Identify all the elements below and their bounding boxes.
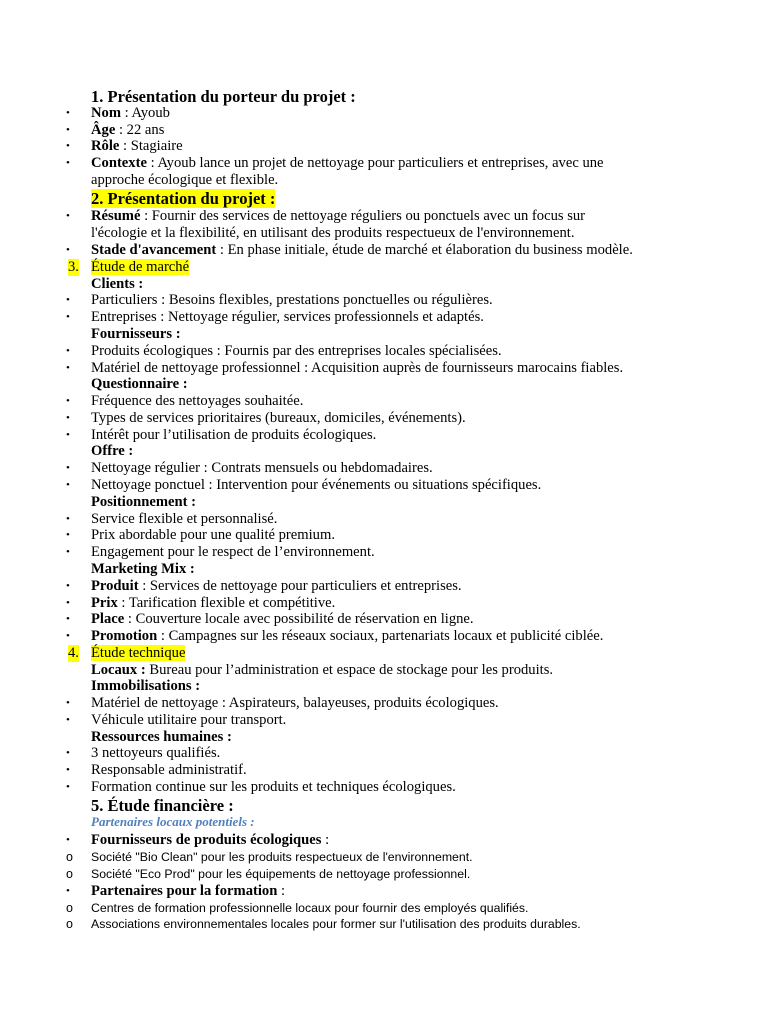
bullet-icon: • xyxy=(66,362,70,374)
list-item: Fréquence des nettoyages souhaitée. xyxy=(91,393,304,409)
section-1-heading: 1. Présentation du porteur du projet : xyxy=(91,87,356,106)
list-item: Promotion : Campagnes sur les réseaux sociaux, partenariats locaux et publicité ciblée. xyxy=(91,628,604,644)
bullet-icon: • xyxy=(66,747,70,759)
sub-bullet-icon: o xyxy=(66,850,73,864)
section-2-heading: 2. Présentation du projet : xyxy=(91,189,276,208)
list-item: Produits écologiques : Fournis par des entreprises locales spécialisées. xyxy=(91,343,502,359)
ressources-humaines-heading: Ressources humaines : xyxy=(91,729,232,745)
bullet-icon: • xyxy=(66,244,70,256)
section-4-heading: Étude technique xyxy=(91,645,186,661)
partner-group-label: Fournisseurs de produits écologiques : xyxy=(91,832,330,848)
list-item: Nettoyage ponctuel : Intervention pour événements ou situations spécifiques. xyxy=(91,477,542,493)
bullet-icon: • xyxy=(66,529,70,541)
list-item: Engagement pour le respect de l’environnement. xyxy=(91,544,375,560)
list-item: Place : Couverture locale avec possibilité de réservation en ligne. xyxy=(91,611,474,627)
questionnaire-heading: Questionnaire : xyxy=(91,376,188,392)
list-item: Nettoyage régulier : Contrats mensuels ou hebdomadaires. xyxy=(91,460,433,476)
bullet-icon: • xyxy=(66,412,70,424)
list-item: Entreprises : Nettoyage régulier, services professionnels et adaptés. xyxy=(91,309,484,325)
bullet-icon: • xyxy=(66,311,70,323)
section-3-heading: Étude de marché xyxy=(91,259,190,275)
bullet-icon: • xyxy=(66,885,70,897)
section-5-subtitle: Partenaires locaux potentiels : xyxy=(91,814,255,829)
list-item: Nom : Ayoub xyxy=(91,105,170,121)
offre-heading: Offre : xyxy=(91,443,134,459)
bullet-icon: • xyxy=(66,580,70,592)
bullet-icon: • xyxy=(66,294,70,306)
list-item: Matériel de nettoyage professionnel : Acquisition auprès de fournisseurs marocains fiables. xyxy=(91,360,624,376)
locaux-line: Locaux : Bureau pour l’administration et espace de stockage pour les produits. xyxy=(91,662,554,678)
list-item: Types de services prioritaires (bureaux, domiciles, événements). xyxy=(91,410,466,426)
section-3-number: 3. xyxy=(68,259,79,275)
sub-bullet-icon: o xyxy=(66,867,73,881)
bullet-icon: • xyxy=(66,395,70,407)
positionnement-heading: Positionnement : xyxy=(91,494,196,510)
bullet-icon: • xyxy=(66,157,70,169)
list-item: Prix abordable pour une qualité premium. xyxy=(91,527,335,543)
bullet-icon: • xyxy=(66,697,70,709)
sub-list-item: Centres de formation professionnelle locaux pour fournir des employés qualifiés. xyxy=(91,901,529,915)
bullet-icon: • xyxy=(66,107,70,119)
list-item: Responsable administratif. xyxy=(91,762,247,778)
list-item: Contexte : Ayoub lance un projet de nettoyage pour particuliers et entreprises, avec une xyxy=(91,155,604,171)
immobilisations-heading: Immobilisations : xyxy=(91,678,201,694)
list-item: Âge : 22 ans xyxy=(91,122,165,138)
bullet-icon: • xyxy=(66,345,70,357)
sub-list-item: Société "Bio Clean" pour les produits respectueux de l'environnement. xyxy=(91,850,473,864)
section-5-heading: 5. Étude financière : xyxy=(91,796,234,815)
bullet-icon: • xyxy=(66,210,70,222)
sub-bullet-icon: o xyxy=(66,917,73,931)
fournisseurs-heading: Fournisseurs : xyxy=(91,326,181,342)
bullet-icon: • xyxy=(66,140,70,152)
section-4-number: 4. xyxy=(68,645,79,661)
bullet-icon: • xyxy=(66,834,70,846)
sub-bullet-icon: o xyxy=(66,901,73,915)
clients-heading: Clients : xyxy=(91,276,144,292)
list-item: Véhicule utilitaire pour transport. xyxy=(91,712,287,728)
list-item: 3 nettoyeurs qualifiés. xyxy=(91,745,221,761)
bullet-icon: • xyxy=(66,513,70,525)
bullet-icon: • xyxy=(66,764,70,776)
list-item: Stade d'avancement : En phase initiale, étude de marché et élaboration du business modèle. xyxy=(91,242,633,258)
bullet-icon: • xyxy=(66,714,70,726)
sub-list-item: Associations environnementales locales pour former sur l'utilisation des produits durables. xyxy=(91,917,581,931)
list-item: Résumé : Fournir des services de nettoyage réguliers ou ponctuels avec un focus sur xyxy=(91,208,586,224)
bullet-icon: • xyxy=(66,429,70,441)
bullet-icon: • xyxy=(66,613,70,625)
list-item: Formation continue sur les produits et techniques écologiques. xyxy=(91,779,456,795)
list-item: Particuliers : Besoins flexibles, prestations ponctuelles ou régulières. xyxy=(91,292,493,308)
list-item: Prix : Tarification flexible et compétitive. xyxy=(91,595,336,611)
sub-list-item: Société "Eco Prod" pour les équipements de nettoyage professionnel. xyxy=(91,867,471,881)
list-item-continuation: l'écologie et la flexibilité, en utilisant des produits respectueux de l'environnement. xyxy=(91,225,575,241)
list-item: Matériel de nettoyage : Aspirateurs, balayeuses, produits écologiques. xyxy=(91,695,499,711)
bullet-icon: • xyxy=(66,479,70,491)
bullet-icon: • xyxy=(66,546,70,558)
bullet-icon: • xyxy=(66,781,70,793)
list-item: Produit : Services de nettoyage pour particuliers et entreprises. xyxy=(91,578,462,594)
bullet-icon: • xyxy=(66,597,70,609)
list-item: Service flexible et personnalisé. xyxy=(91,511,278,527)
partner-group-label: Partenaires pour la formation : xyxy=(91,883,286,899)
list-item: Rôle : Stagiaire xyxy=(91,138,183,154)
bullet-icon: • xyxy=(66,630,70,642)
list-item-continuation: approche écologique et flexible. xyxy=(91,172,279,188)
marketing-mix-heading: Marketing Mix : xyxy=(91,561,195,577)
bullet-icon: • xyxy=(66,462,70,474)
list-item: Intérêt pour l’utilisation de produits écologiques. xyxy=(91,427,377,443)
bullet-icon: • xyxy=(66,124,70,136)
